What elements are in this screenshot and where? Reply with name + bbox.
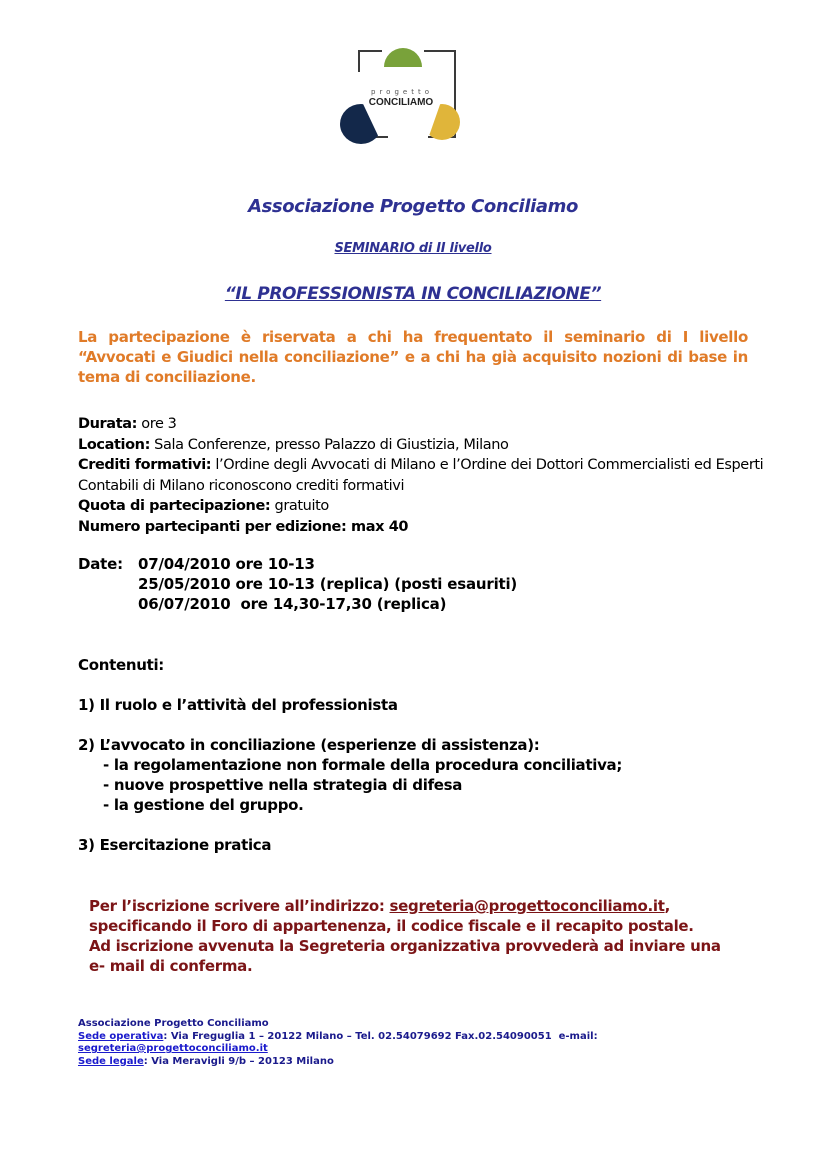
footer-legal-address <box>78 1056 598 1069</box>
contents-subitem: - la gestione del gruppo. <box>103 796 304 814</box>
dates-list <box>138 554 517 614</box>
detail-location <box>78 435 778 456</box>
footer-sede-operativa-link[interactable]: Sede operativa <box>78 1030 164 1042</box>
signup-comma: , <box>664 897 670 915</box>
footer <box>78 1018 598 1068</box>
logo <box>332 44 462 144</box>
detail-duration <box>78 414 778 435</box>
contents-subitem: - la regolamentazione non formale della procedura conciliativa; <box>103 756 623 774</box>
detail-value: max 40 <box>346 518 409 535</box>
signup-line <box>89 896 769 916</box>
signup-email-link[interactable]: segreteria@progettoconciliamo.it <box>389 897 665 915</box>
detail-label: Numero partecipanti per edizione: <box>78 518 347 535</box>
signup-line: specificando il Foro di appartenenza, il codice fiscale e il recapito postale. <box>89 917 694 935</box>
dates-label: Date: <box>78 555 123 573</box>
organization-title: Associazione Progetto Conciliamo <box>248 196 578 217</box>
contents-item: 3) Esercitazione pratica <box>78 836 272 854</box>
detail-label: Location: <box>78 436 150 453</box>
footer-org-name: Associazione Progetto Conciliamo <box>78 1018 269 1029</box>
signup-line: Ad iscrizione avvenuta la Segreteria organizzativa provvederà ad inviare una <box>89 937 721 955</box>
signup-line: e- mail di conferma. <box>89 957 253 975</box>
footer-sede-legale-link[interactable]: Sede legale <box>78 1055 144 1067</box>
seminar-details <box>78 414 778 537</box>
detail-label: Durata: <box>78 416 138 432</box>
footer-email-link[interactable]: segreteria@progettoconciliamo.it <box>78 1043 268 1054</box>
seminar-title: “IL PROFESSIONISTA IN CONCILIAZIONE” <box>224 284 602 304</box>
footer-operational-address <box>78 1031 598 1044</box>
contents-item: 1) Il ruolo e l’attività del professionista <box>78 696 398 714</box>
contents-section <box>78 655 778 855</box>
date-item: 07/04/2010 ore 10-13 <box>138 555 315 573</box>
logo-brand-text: CONCILIAMO <box>368 97 434 108</box>
signup-instructions <box>89 896 769 976</box>
detail-fee <box>78 496 778 517</box>
detail-credits <box>78 455 778 496</box>
detail-value: Sala Conferenze, presso Palazzo di Giustizia, Milano <box>149 436 509 453</box>
date-item: 25/05/2010 ore 10-13 (replica) (posti esauriti) <box>138 575 518 593</box>
signup-prefix: Per l’iscrizione scrivere all’indirizzo: <box>89 897 390 915</box>
date-item: 06/07/2010 ore 14,30-17,30 (replica) <box>138 595 447 613</box>
detail-value: l’Ordine degli Avvocati di Milano e l’Ordine dei Dottori Commercialisti ed Esperti Contabili di Milano riconoscono crediti formativi <box>78 457 764 494</box>
footer-legal-text: : Via Meravigli 9/b – 20123 Milano <box>143 1055 334 1067</box>
seminar-level-subtitle: SEMINARIO di II livello <box>334 241 492 256</box>
detail-participants <box>78 517 778 538</box>
contents-subitem: - nuove prospettive nella strategia di difesa <box>103 776 463 794</box>
detail-value: gratuito <box>270 498 329 514</box>
contents-heading: Contenuti: <box>78 656 165 674</box>
detail-label: Crediti formativi: <box>78 457 212 473</box>
footer-operational-text: : Via Freguglia 1 – 20122 Milano – Tel. 02.54079692 Fax.02.54090051 e-mail: <box>163 1030 598 1042</box>
detail-value: ore 3 <box>137 416 177 432</box>
logo-small-text: progetto <box>371 88 433 96</box>
participation-requirements: La partecipazione è riservata a chi ha frequentato il seminario di I livello “Avvocati e Giudici nella conciliazione” e a chi ha già acquisito nozioni di base in tema di conciliazione. <box>78 328 748 386</box>
footer-email-line <box>78 1043 598 1056</box>
detail-label: Quota di partecipazione: <box>78 498 271 514</box>
contents-item: 2) L’avvocato in conciliazione (esperienze di assistenza): <box>78 736 540 754</box>
